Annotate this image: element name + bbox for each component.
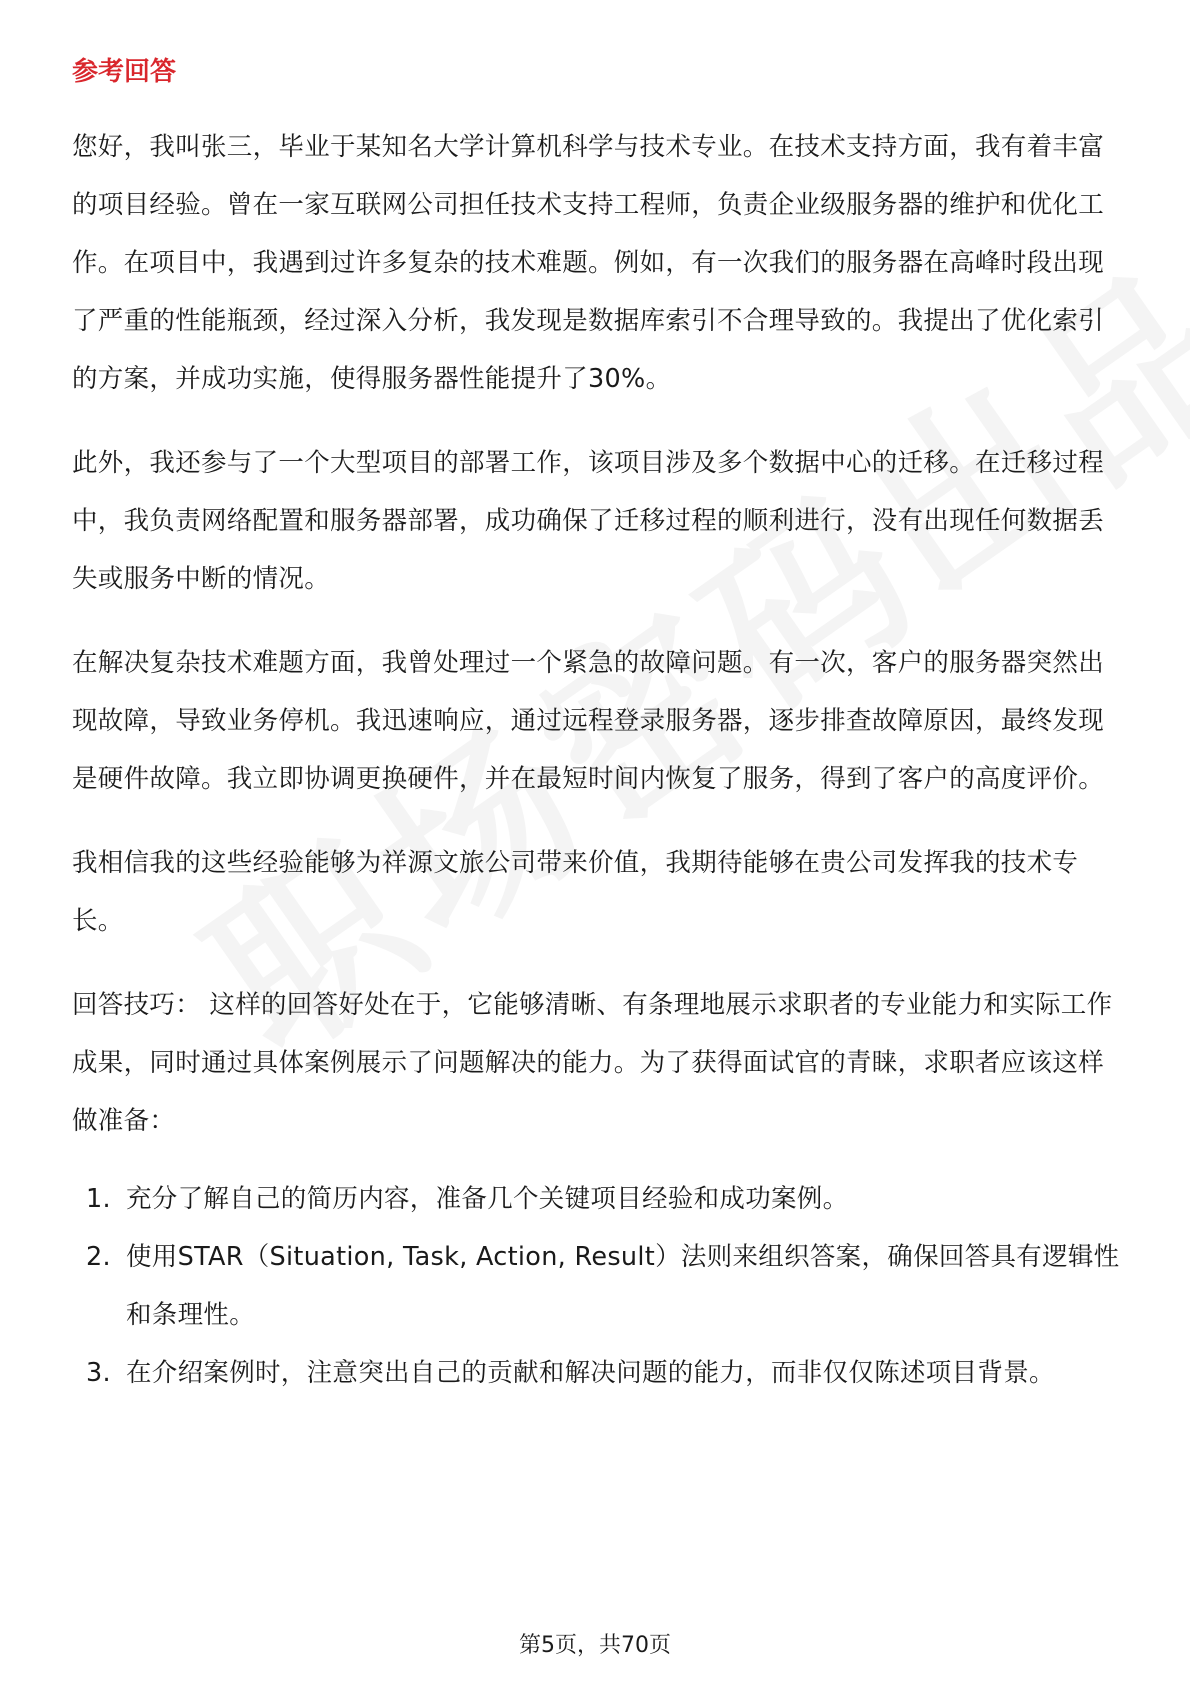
answer-paragraph-2: 此外，我还参与了一个大型项目的部署工作，该项目涉及多个数据中心的迁移。在迁移过程中，我负责网络配置和服务器部署，成功确保了迁移过程的顺利进行，没有出现任何数据丢失或服务中断的情况。 [72, 448, 1105, 594]
tip-item [72, 1170, 1127, 1228]
tip-text: 使用STAR（Situation, Task, Action, Result）法则来组织答案，确保回答具有逻辑性和条理性。 [126, 1242, 1120, 1330]
document-body [72, 48, 1127, 1402]
tip-item [72, 1344, 1127, 1402]
tips-intro: 回答技巧： 这样的回答好处在于，它能够清晰、有条理地展示求职者的专业能力和实际工作成果，同时通过具体案例展示了问题解决的能力。为了获得面试官的青睐，求职者应该这样做准备： [72, 990, 1113, 1136]
tips-list [72, 1170, 1127, 1402]
answer-paragraph-4: 我相信我的这些经验能够为祥源文旅公司带来价值，我期待能够在贵公司发挥我的技术专长。 [72, 848, 1079, 936]
page-footer: 第5页，共70页 [519, 1633, 671, 1658]
tip-text: 在介绍案例时，注意突出自己的贡献和解决问题的能力，而非仅仅陈述项目背景。 [126, 1358, 1055, 1388]
tip-item [72, 1228, 1127, 1344]
tip-number: 2. [86, 1242, 111, 1272]
answer-paragraph-1: 您好，我叫张三，毕业于某知名大学计算机科学与技术专业。在技术支持方面，我有着丰富的项目经验。曾在一家互联网公司担任技术支持工程师，负责企业级服务器的维护和优化工作。在项目中，我遇到过许多复杂的技术难题。例如，有一次我们的服务器在高峰时段出现了严重的性能瓶颈，经过深入分析，我发现是数据库索引不合理导致的。我提出了优化索引的方案，并成功实施，使得服务器性能提升了30%。 [72, 132, 1105, 394]
section-title: 参考回答 [72, 57, 177, 87]
tip-text: 充分了解自己的简历内容，准备几个关键项目经验和成功案例。 [126, 1184, 849, 1214]
tip-number: 1. [86, 1184, 111, 1214]
answer-paragraph-3: 在解决复杂技术难题方面，我曾处理过一个紧急的故障问题。有一次，客户的服务器突然出现故障，导致业务停机。我迅速响应，通过远程登录服务器，逐步排查故障原因，最终发现是硬件故障。我立即协调更换硬件，并在最短时间内恢复了服务，得到了客户的高度评价。 [72, 648, 1105, 794]
tip-number: 3. [86, 1358, 111, 1388]
